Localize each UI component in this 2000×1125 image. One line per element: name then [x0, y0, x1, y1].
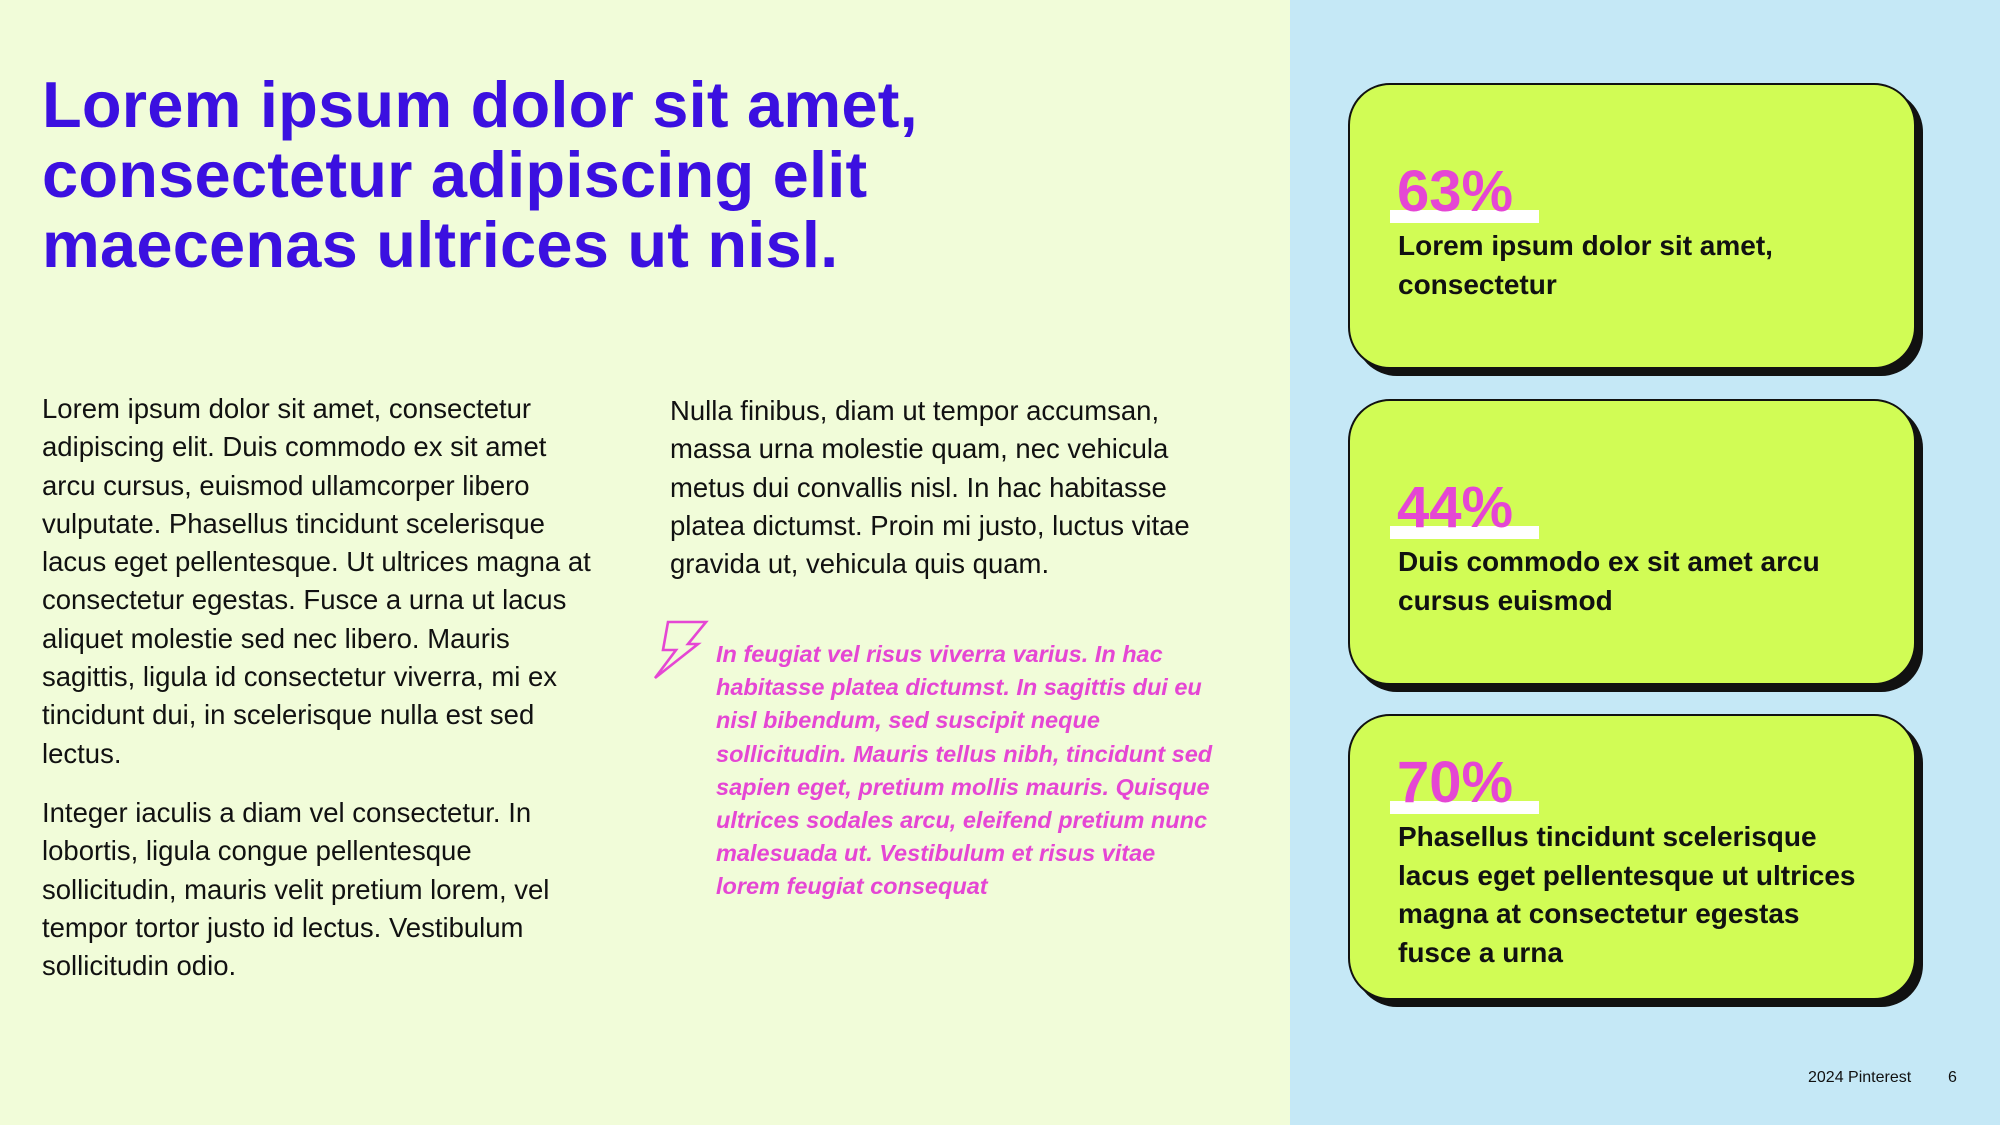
- stat-highlight: [1390, 752, 1539, 814]
- stat-value: 63%: [1397, 159, 1514, 224]
- stat-description: Duis commodo ex sit amet arcu cursus euismod: [1398, 546, 1820, 616]
- body-column-right: [670, 392, 1240, 583]
- stat-card-1: [1348, 83, 1916, 369]
- stat-highlight: [1390, 161, 1539, 223]
- stat-description: Phasellus tincidunt scelerisque lacus eget pellentesque ut ultrices magna at consectetur egestas fusce a urna: [1398, 821, 1856, 968]
- stat-value: 44%: [1397, 475, 1514, 540]
- body-paragraph-3: Nulla finibus, diam ut tempor accumsan, massa urna molestie quam, nec vehicula metus dui convallis nisl. In hac habitasse platea dictumst. Proin mi justo, luctus vitae gravida ut, vehicula quis quam.: [670, 395, 1190, 580]
- footer-brand: 2024 Pinterest: [1808, 1069, 1912, 1086]
- stat-card-3: [1348, 714, 1916, 1000]
- page-title: Lorem ipsum dolor sit amet, consectetur adipiscing elit maecenas ultrices ut nisl.: [42, 68, 918, 281]
- stat-description: Lorem ipsum dolor sit amet, consectetur: [1398, 230, 1773, 300]
- body-paragraph-1: Lorem ipsum dolor sit amet, consectetur adipiscing elit. Duis commodo ex sit amet arcu cursus, euismod ullamcorper libero vulputate. Phasellus tincidunt scelerisque lacus eget pellentesque. Ut ultrices magna at consectetur egestas. Fusce a urna ut lacus aliquet molestie sed nec libero. Mauris sagittis, ligula id consectetur viverra, mi ex tincidunt dui, in scelerisque nulla est sed lectus.: [42, 393, 591, 769]
- lightning-bolt-icon: [652, 618, 710, 682]
- stat-value: 70%: [1397, 750, 1514, 815]
- body-paragraph-2: Integer iaculis a diam vel consectetur. In lobortis, ligula congue pellentesque sollicitudin, mauris velit pretium lorem, vel tempor tortor justo id lectus. Vestibulum sollicitudin odio.: [42, 796, 550, 982]
- stat-highlight: [1390, 477, 1539, 539]
- body-column-left: [42, 390, 602, 985]
- stat-card-2: [1348, 399, 1916, 685]
- page-number: 6: [1948, 1069, 1957, 1086]
- pull-quote: In feugiat vel risus viverra varius. In hac habitasse platea dictumst. In sagittis dui eu nisl bibendum, sed suscipit neque sollicitudin. Mauris tellus nibh, tincidunt sed sapien eget, pretium mollis mauris. Quisque ultrices sodales arcu, eleifend pretium nunc malesuada ut. Vestibulum et risus vitae lorem feugiat consequat: [716, 641, 1213, 900]
